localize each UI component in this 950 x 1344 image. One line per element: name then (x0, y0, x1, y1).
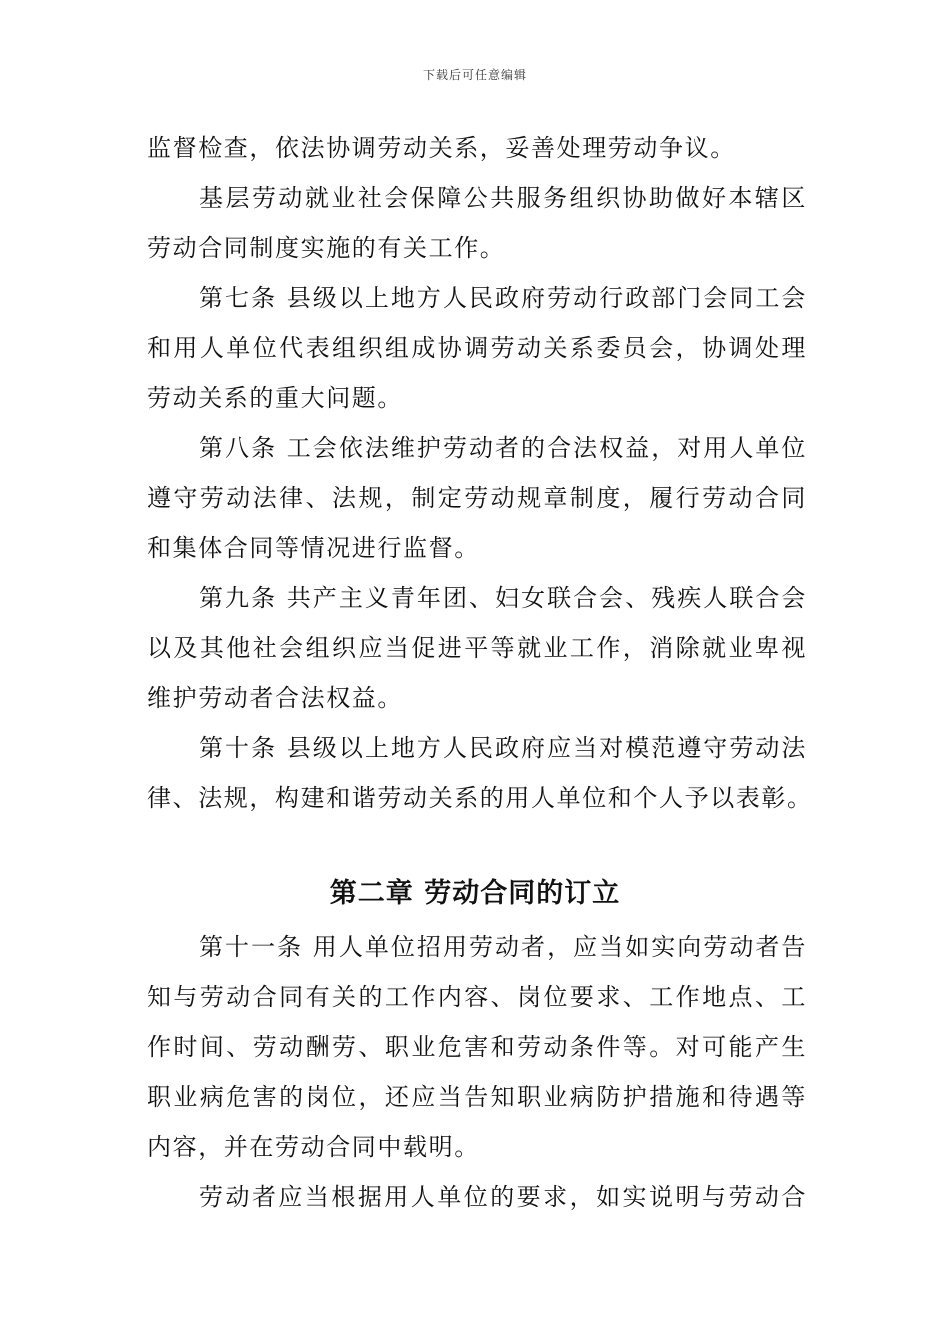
text-line: 基层劳动就业社会保障公共服务组织协助做好本辖区 (199, 184, 807, 212)
text-line: 遵守劳动法律、法规，制定劳动规章制度，履行劳动合同 (147, 484, 807, 512)
text-line: 第十条 县级以上地方人民政府应当对模范遵守劳动法 (199, 734, 807, 762)
text-line: 内容，并在劳动合同中载明。 (147, 1133, 480, 1161)
text-line: 知与劳动合同有关的工作内容、岗位要求、工作地点、工 (147, 983, 807, 1011)
text-line: 第八条 工会依法维护劳动者的合法权益，对用人单位 (199, 434, 807, 462)
text-line: 作时间、劳动酬劳、职业危害和劳动条件等。对可能产生 (147, 1033, 807, 1061)
text-line: 维护劳动者合法权益。 (147, 684, 403, 712)
text-line: 劳动关系的重大问题。 (147, 384, 403, 412)
page-header-note: 下载后可任意编辑 (422, 68, 527, 82)
text-line: 和用人单位代表组织组成协调劳动关系委员会，协调处理 (147, 334, 807, 362)
text-line: 以及其他社会组织应当促进平等就业工作，消除就业卑视 (147, 634, 807, 662)
text-line: 律、法规，构建和谐劳动关系的用人单位和个人予以表彰。 (147, 784, 813, 812)
text-line: 和集体合同等情况进行监督。 (147, 534, 480, 562)
text-line: 劳动合同制度实施的有关工作。 (147, 234, 506, 262)
text-line: 职业病危害的岗位，还应当告知职业病防护措施和待遇等 (147, 1083, 807, 1111)
text-line: 劳动者应当根据用人单位的要求，如实说明与劳动合 (199, 1183, 807, 1211)
text-line: 监督检查，依法协调劳动关系，妥善处理劳动争议。 (147, 134, 736, 162)
chapter-title: 第二章 劳动合同的订立 (329, 878, 621, 909)
text-line: 第十一条 用人单位招用劳动者，应当如实向劳动者告 (199, 933, 807, 961)
text-line: 第九条 共产主义青年团、妇女联合会、残疾人联合会 (199, 584, 807, 612)
text-line: 第七条 县级以上地方人民政府劳动行政部门会同工会 (199, 284, 807, 312)
